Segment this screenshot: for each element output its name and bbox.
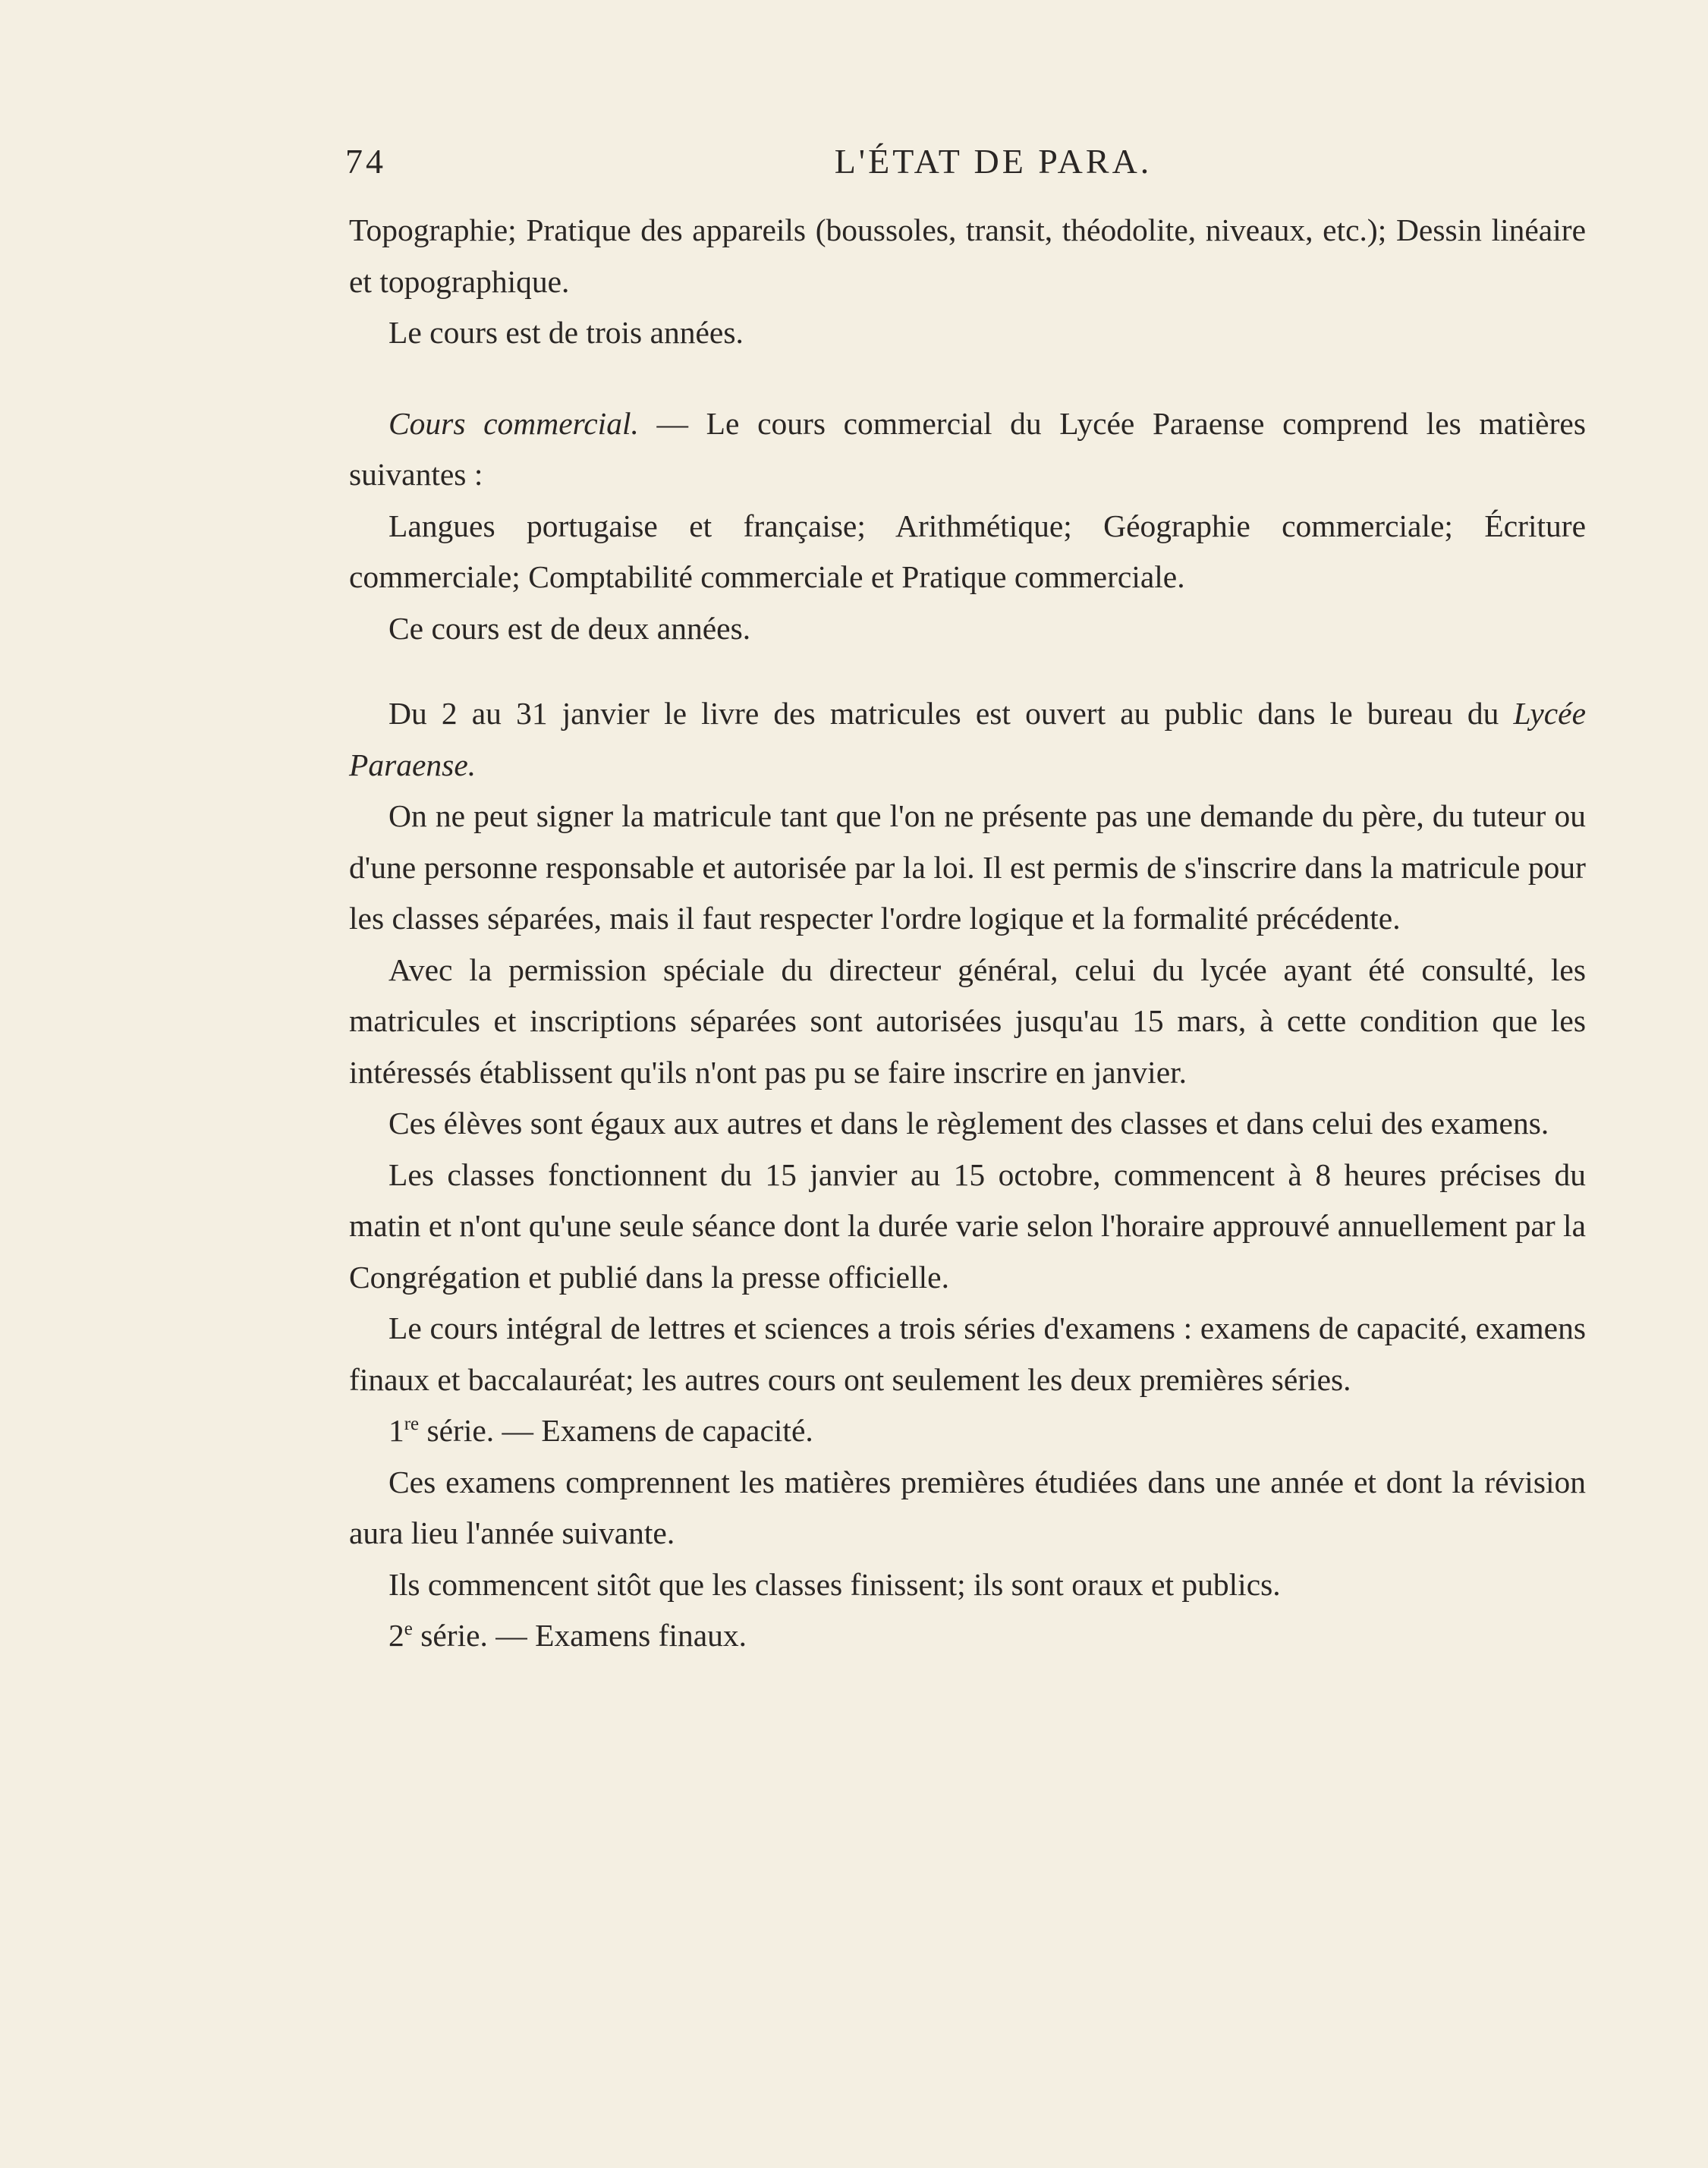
- paragraph: [349, 1405, 1586, 1457]
- paragraph: On ne peut signer la matricule tant que l'on ne présente pas une demande du père, du tuteur ou d'une personne responsable et autorisée par la loi. Il est permis de s'inscrire dans la matricule pour les classes séparées, mais il faut respecter l'ordre logique et la formalité précédente.: [349, 798, 1586, 936]
- ordinal-suffix: e: [404, 1619, 413, 1640]
- running-title: L'ÉTAT DE PARA.: [834, 142, 1153, 181]
- series-number: 1: [388, 1413, 404, 1448]
- paragraph-text: série. — Examens de capacité.: [419, 1413, 813, 1448]
- paragraph: Les classes fonctionnent du 15 janvier au 15 octobre, commencent à 8 heures précises du matin et n'ont qu'une seule séance dont la durée varie selon l'horaire approuvé annuellement par la Congrégation et publié dans la presse officielle.: [349, 1156, 1586, 1295]
- paragraph: [349, 688, 1586, 791]
- paragraph: Ces élèves sont égaux aux autres et dans le règlement des classes et dans celui des examens.: [388, 1106, 1549, 1141]
- paragraph: Langues portugaise et française; Arithmétique; Géographie commerciale; Écriture commerciale; Comptabilité commerciale et Pratique commerciale.: [349, 508, 1586, 594]
- paragraph: [349, 1610, 1586, 1662]
- paragraph: Topographie; Pratique des appareils (boussoles, transit, théodolite, niveaux, etc.); Dessin linéaire et topographique.: [349, 212, 1586, 299]
- ordinal-suffix: re: [404, 1414, 420, 1435]
- page-number: 74: [345, 142, 386, 181]
- paragraph: Ces examens comprennent les matières premières étudiées dans une année et dont la révision aura lieu l'année suivante.: [349, 1464, 1586, 1550]
- paragraph: Le cours intégral de lettres et sciences a trois séries d'examens : examens de capacité, examens finaux et baccalauréat; les autres cours ont seulement les deux premières séries.: [349, 1311, 1586, 1397]
- paragraph: Le cours est de trois années.: [388, 315, 744, 350]
- page-header: [345, 141, 1588, 187]
- italic-text: Lycée Paraense.: [349, 696, 1586, 782]
- series-number: 2: [388, 1618, 404, 1653]
- paragraph-text: série. — Examens finaux.: [412, 1618, 747, 1653]
- paragraph: Ils commencent sitôt que les classes finissent; ils sont oraux et publics.: [388, 1566, 1281, 1602]
- paragraph: [349, 398, 1586, 501]
- paragraph-text: — Le cours commercial du Lycée Paraense comprend les matières suivantes :: [349, 405, 1586, 492]
- body-text: [349, 205, 1586, 1662]
- paragraph: Ce cours est de deux années.: [388, 610, 751, 646]
- paragraph-text: Du 2 au 31 janvier le livre des matricules est ouvert au public dans le bureau du: [388, 696, 1514, 731]
- paragraph: Avec la permission spéciale du directeur général, celui du lycée ayant été consulté, les matricules et inscriptions séparées sont autorisées jusqu'au 15 mars, à cette condition que les intéressés établissent qu'ils n'ont pas pu se faire inscrire en janvier.: [349, 952, 1586, 1090]
- section-title: Cours commercial.: [388, 405, 639, 441]
